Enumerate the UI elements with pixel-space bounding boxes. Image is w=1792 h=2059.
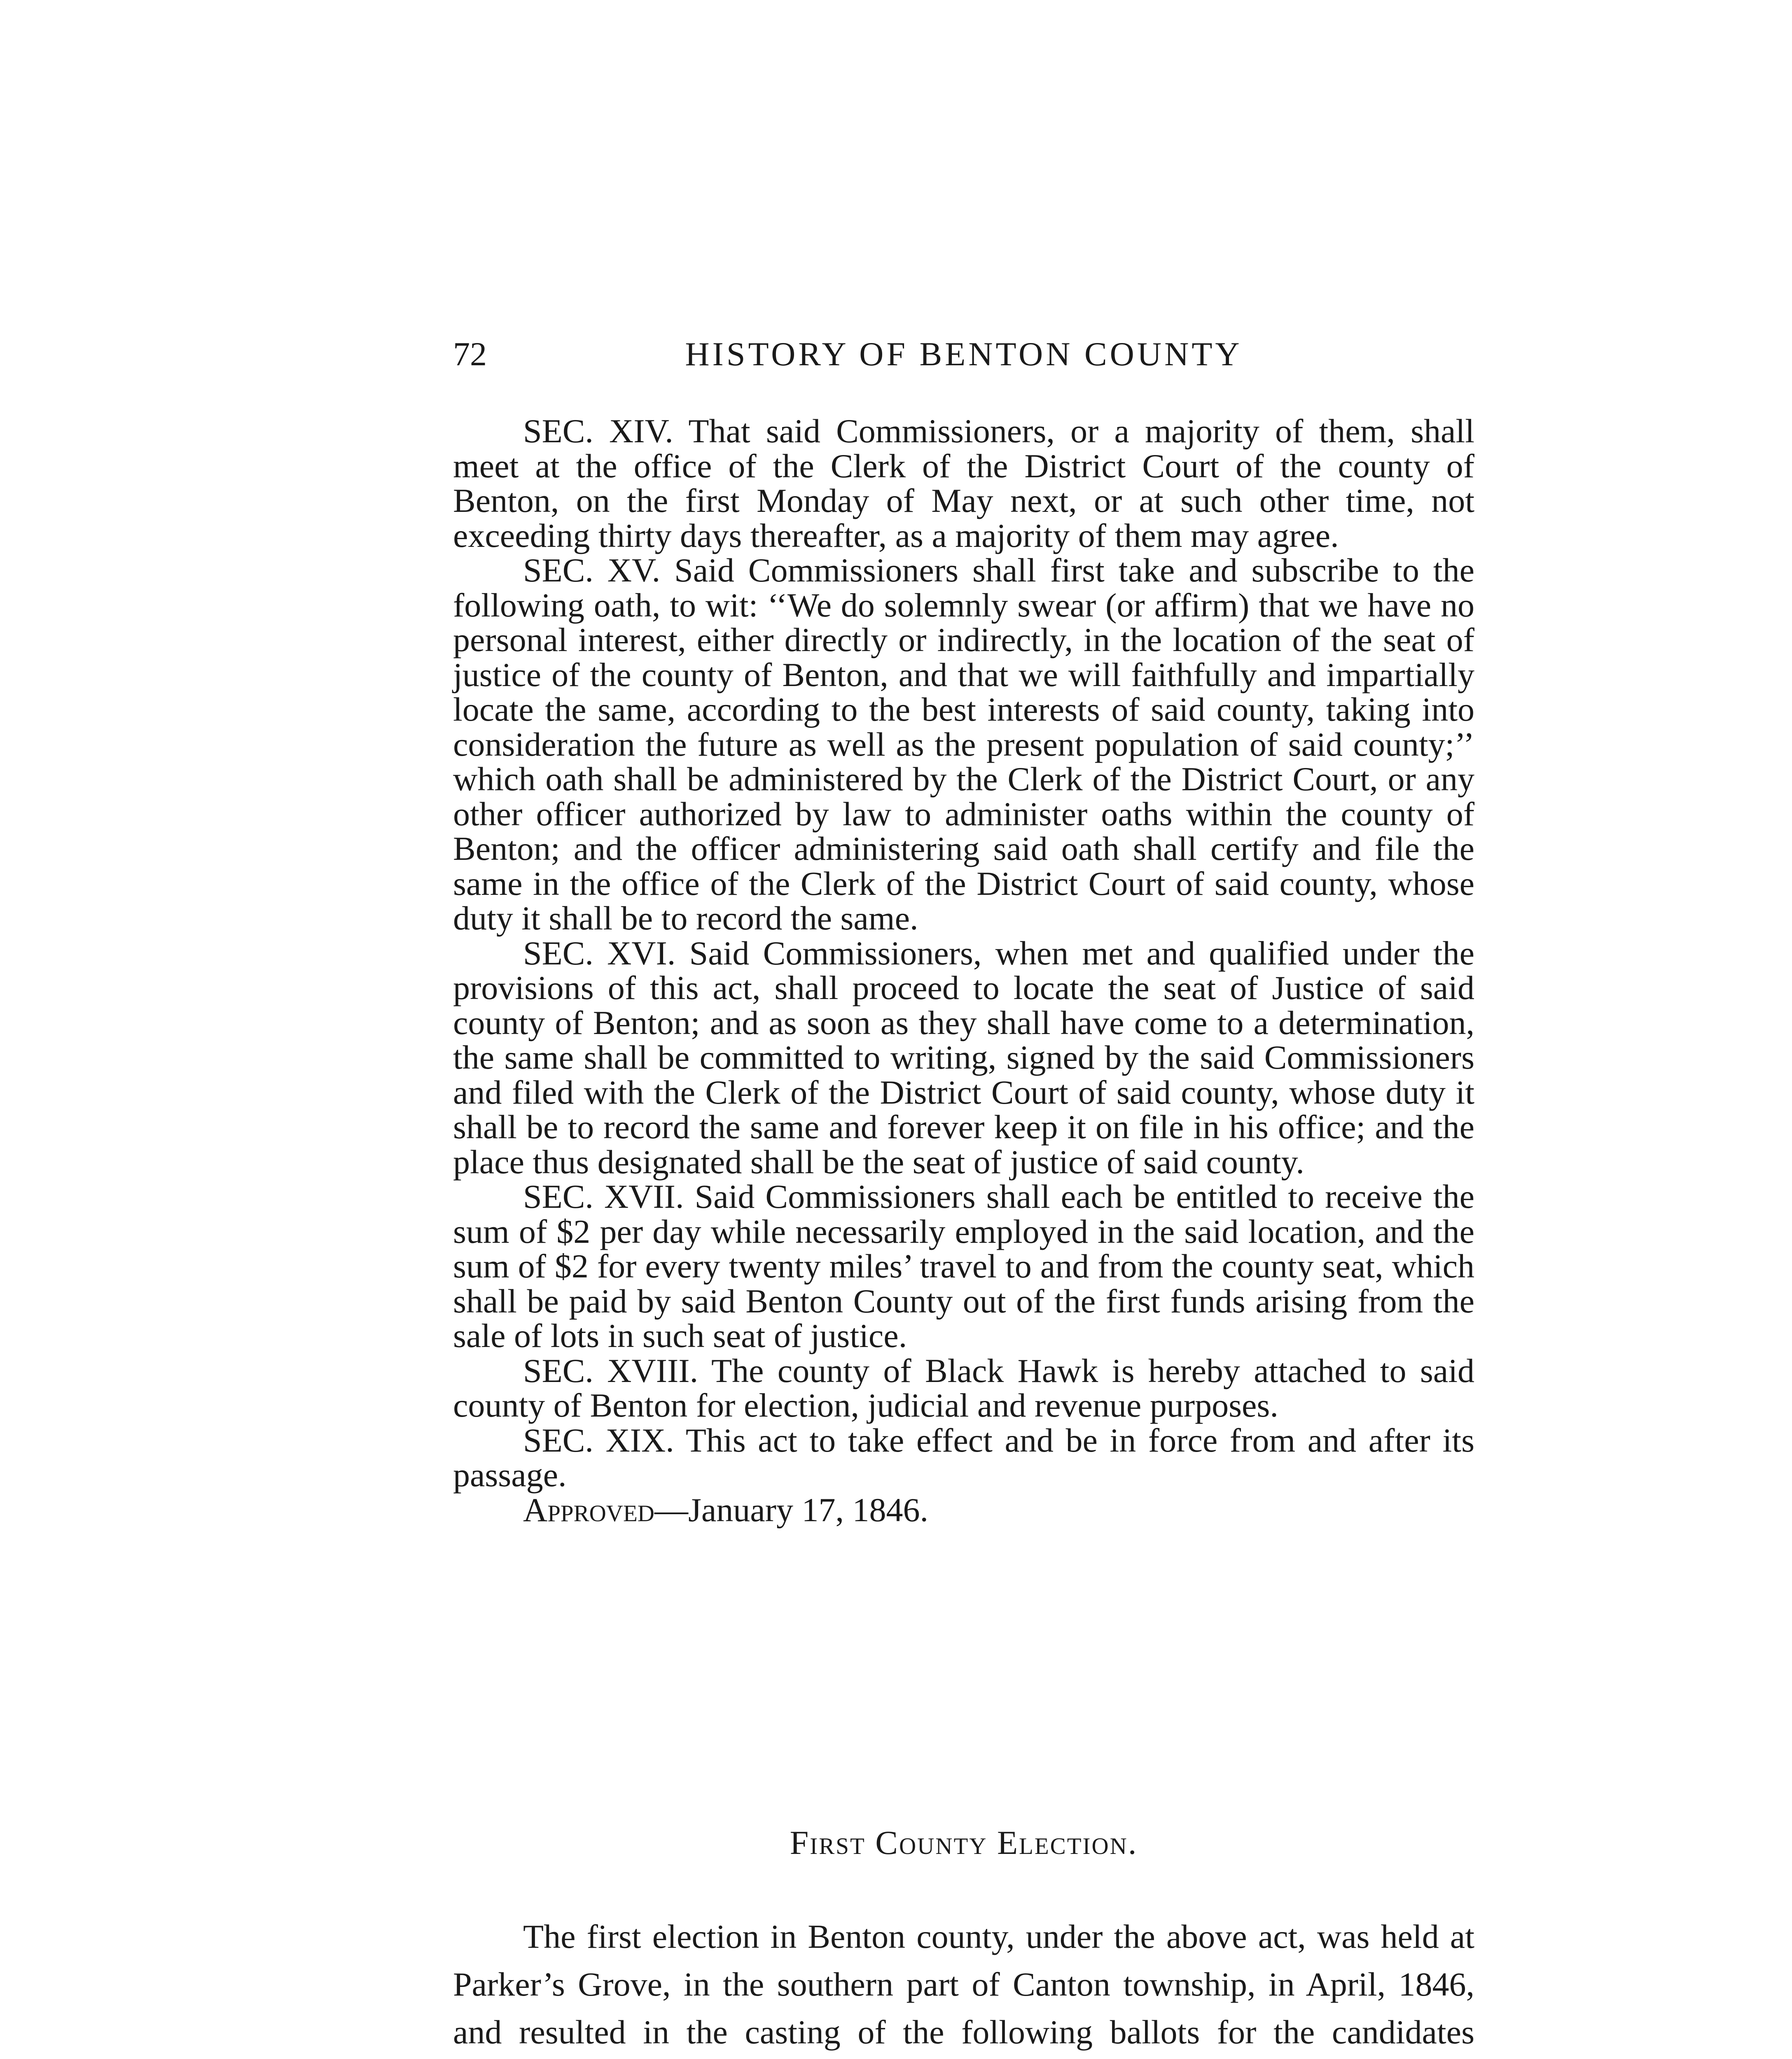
approved-date: —January 17, 1846. (654, 1491, 928, 1529)
election-paragraph: The first election in Benton county, under the above act, was held at Parker’s Grove, in the southern part of Canton township, in April, 1846, and resulted in the casting of the following ballots for the candidates (453, 1918, 1474, 2051)
section-text: That said Commissioners, or a majority of them, shall meet at the office of the Clerk of the District Court of the county of Benton, on the first Monday of May next, or at such other time, not exceeding thirty days thereafter, as a majority of them may agree. (453, 412, 1474, 554)
approved-line (453, 1493, 1474, 1528)
section-xix (453, 1423, 1474, 1493)
section-text: Said Commissioners, when met and qualified under the provisions of this act, shall proceed to locate the seat of Justice of said county of Benton; and as soon as they shall have come to a determination, the same shall be committed to writing, signed by the said Commissioners and filed with the Clerk of the District Court of said county, whose duty it shall be to record the same and forever keep it on file in his office; and the place thus designated shall be the seat of justice of said county. (453, 934, 1474, 1181)
section-text: Said Commissioners shall first take and subscribe to the following oath, to wit: ‘‘We do solemnly swear (or affirm) that we have no personal interest, either directly or indirectly, in the location of the seat of justice of the county of Benton, and that we will faithfully and impartially locate the same, according to the best interests of said county, taking into consideration the future as well as the present population of said county;’’ which oath shall be administered by the Clerk of the District Court, or any other officer authorized by law to administer oaths within the county of Benton; and the officer administering said oath shall certify and file the same in the office of the Clerk of the District Court of said county, whose duty it shall be to record the same. (453, 551, 1474, 937)
section-xv (453, 553, 1474, 936)
section-text: This act to take effect and be in force from and after its passage. (453, 1421, 1474, 1494)
election-body (453, 1913, 1474, 2059)
section-text: The county of Black Hawk is hereby attached to said county of Benton for election, judicial and revenue purposes. (453, 1352, 1474, 1424)
section-xvii (453, 1179, 1474, 1354)
page-number: 72 (453, 335, 487, 373)
page-header (453, 331, 1474, 377)
section-text: Said Commissioners shall each be entitled to receive the sum of $2 per day while necessarily employed in the said location, and the sum of $2 for every twenty miles’ travel to and from the county seat, which shall be paid by said Benton County out of the first funds arising from the sale of lots in such seat of justice. (453, 1178, 1475, 1354)
statute-sections (453, 414, 1474, 1527)
section-heading: First County Election. (790, 1824, 1138, 1861)
section-xvi (453, 936, 1474, 1180)
running-head: HISTORY OF BENTON COUNTY (685, 335, 1243, 373)
section-label: SEC. XIV. (523, 412, 673, 450)
section-label: SEC. XVII. (523, 1178, 684, 1215)
section-label: SEC. XVIII. (523, 1352, 699, 1389)
section-label: SEC. XV. (523, 551, 661, 589)
approved-label: Approved (523, 1491, 654, 1529)
section-xviii (453, 1354, 1474, 1423)
section-xiv (453, 414, 1474, 553)
section-label: SEC. XVI. (523, 934, 676, 972)
section-label: SEC. XIX. (523, 1421, 674, 1459)
